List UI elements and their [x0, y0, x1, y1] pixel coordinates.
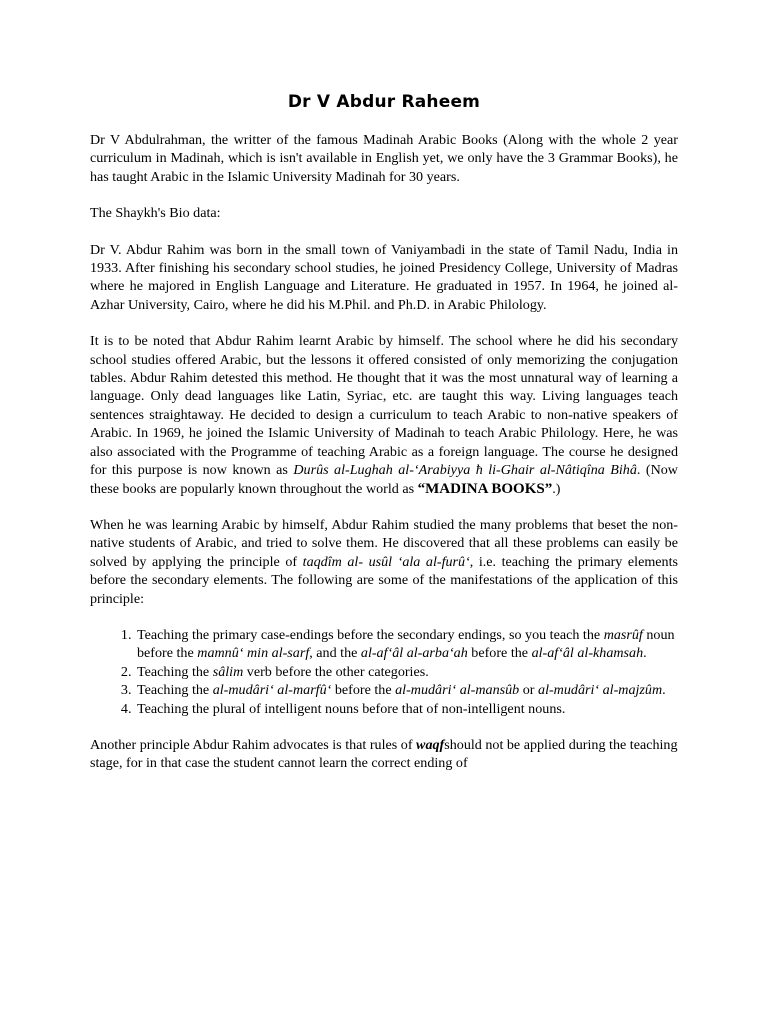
list-text: . — [643, 645, 647, 662]
intro-text: Dr V Abdulrahman, the writter of the famous Madinah Arabic Books (Along with the whole 2 year curriculum in Madinah, which is isn't available in English yet, we only have the 3 Grammar Books), he has taught Arabic in the Islamic University Madinah for 30 years. — [90, 132, 678, 185]
list-text: verb before the other categories. — [243, 663, 429, 680]
list-item — [135, 700, 678, 718]
list-item — [135, 681, 678, 699]
list-text: Teaching the primary case-endings before the secondary endings, so you teach the — [137, 626, 604, 643]
bio-heading — [90, 204, 678, 222]
list-text: Teaching the — [137, 663, 213, 680]
list-item — [135, 663, 678, 681]
bio-heading-text: The Shaykh's Bio data: — [90, 205, 221, 222]
principle-paragraph — [90, 516, 678, 608]
list-text: . — [662, 682, 666, 699]
list-term: mamnû‘ min al-sarf — [197, 645, 310, 662]
waqf-paragraph — [90, 736, 678, 773]
list-term: al-mudâri‘ al-marfû‘ — [212, 682, 332, 699]
list-text: noun before the — [137, 626, 675, 662]
list-term: al-af‘âl al-khamsah — [531, 645, 644, 662]
book-title: Durûs al-Lughah al-‘Arabiyya ħ li-Ghair al-Nâtiqîna Bihâ — [293, 462, 637, 479]
method-text: It is to be noted that Abdur Rahim learnt Arabic by himself. The school where he did his secondary school studies offered Arabic, but the lessons it offered consisted of only memorizing the conjugation tables. Abdur Rahim detested this method. He thought that it was the most unnatural way of learning a language. Only dead languages like Latin, Syriac, etc. are taught this way. Living languages teach sentences straightaway. He decided to design a curriculum to teach Arabic to non-native speakers of Arabic. In 1969, he joined the Islamic University of Madinah to teach Arabic Philology. Here, he was also associated with the Programme of teaching Arabic as a foreign language. The course he designed for this purpose is now known as — [90, 333, 678, 479]
list-text: before the — [331, 682, 396, 699]
list-term: al-mudâri‘ al-majzûm — [538, 682, 663, 699]
waqf-text-end: should not be applied during the teaching stage, for in that case the student cannot learn the correct ending of — [90, 736, 678, 772]
bio-text: Dr V. Abdur Rahim was born in the small town of Vaniyambadi in the state of Tamil Nadu, India in 1933. After finishing his secondary school studies, he joined Presidency College, University of Madras where he majored in English Language and Literature. He graduated in 1957. In 1964, he joined al-Azhar University, Cairo, where he did his M.Phil. and Ph.D. in Arabic Philology. — [90, 241, 678, 313]
intro-paragraph — [90, 131, 678, 186]
principle-text-end: , i.e. teaching the primary elements before the secondary elements. The following are some of the manifestations of the application of this principle: — [90, 553, 678, 607]
list-term: al-af‘âl al-arba‘ah — [360, 645, 468, 662]
bio-paragraph — [90, 241, 678, 315]
list-text: Teaching the — [137, 682, 213, 699]
waqf-text: Another principle Abdur Rahim advocates is that rules of — [90, 736, 417, 753]
principle-text: When he was learning Arabic by himself, Abdur Rahim studied the many problems that beset the non-native students of Arabic, and tried to solve them. He discovered that all these problems can easily be solved by applying the principle of — [90, 516, 678, 570]
method-text-mid: . (Now these books are popularly known throughout the world as — [90, 462, 678, 497]
principle-term: taqdîm al- usûl ‘ala al-furû‘ — [302, 553, 470, 570]
list-text: , and the — [309, 645, 361, 662]
page-title: Dr V Abdur Raheem — [287, 92, 481, 112]
method-text-end: .) — [552, 480, 561, 497]
method-paragraph — [90, 332, 678, 498]
madina-books-label: “MADINA BOOKS” — [417, 480, 553, 497]
list-item — [135, 626, 678, 663]
waqf-term: waqf — [416, 736, 445, 753]
list-text: Teaching the plural of intelligent nouns before that of non-intelligent nouns. — [137, 700, 566, 717]
list-term: sâlim — [212, 663, 244, 680]
list-term: al-mudâri‘ al-mansûb — [395, 682, 520, 699]
list-term: masrûf — [603, 626, 643, 643]
list-text: before the — [467, 645, 532, 662]
list-text: or — [519, 682, 539, 699]
principle-list — [90, 626, 678, 718]
